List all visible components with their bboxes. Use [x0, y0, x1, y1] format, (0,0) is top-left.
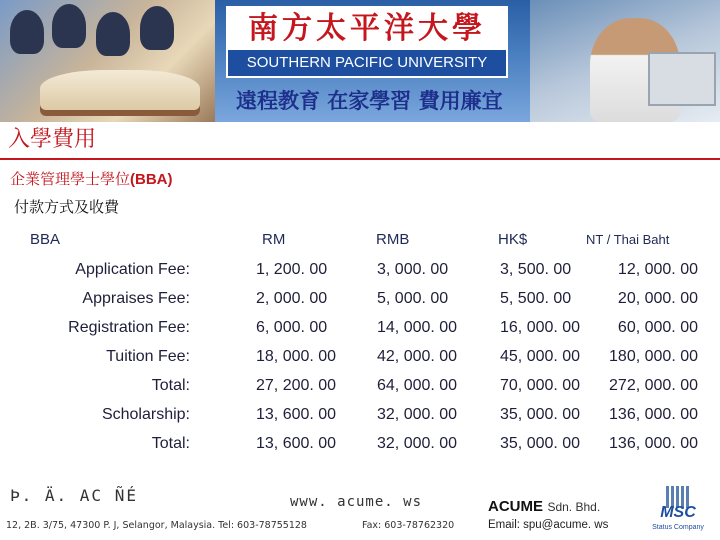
graduate-figure: [96, 12, 130, 56]
hkd-value: 16, 000. 00: [500, 319, 581, 336]
logo-english-name: SOUTHERN PACIFIC UNIVERSITY: [228, 50, 506, 76]
header-banner: [0, 0, 720, 122]
hkd-value: 45, 000. 00: [500, 348, 581, 365]
rm-value: 2, 000. 00: [256, 290, 328, 307]
msc-status-logo: [650, 486, 706, 536]
msc-logo-status: Status Company: [652, 524, 704, 531]
logo-chinese-name: 南方太平洋大學: [228, 8, 506, 50]
column-header: RM: [262, 231, 286, 248]
program-title: [10, 168, 173, 191]
rmb-value: 32, 000. 00: [377, 406, 458, 423]
rm-value: 13, 600. 00: [256, 406, 337, 423]
graduates-photo: [0, 0, 215, 122]
column-header: HK$: [498, 231, 528, 248]
msc-logo-word: MSC: [660, 504, 696, 521]
table-row: [0, 430, 720, 458]
graduate-figure: [52, 4, 86, 48]
company-suffix: Sdn. Bhd.: [547, 500, 601, 514]
hkd-value: 5, 500. 00: [500, 290, 572, 307]
table-row: [0, 372, 720, 400]
rm-value: 1, 200. 00: [256, 261, 328, 278]
website-link[interactable]: www. acume. ws: [290, 494, 423, 510]
column-header: NT / Thai Baht: [586, 232, 670, 247]
rmb-value: 42, 000. 00: [377, 348, 458, 365]
row-label: Total:: [151, 377, 190, 394]
table-row: [0, 285, 720, 313]
row-label: Tuition Fee:: [106, 348, 190, 365]
nt-value: 180, 000. 00: [609, 348, 698, 365]
hkd-value: 35, 000. 00: [500, 435, 581, 452]
graduate-figure: [140, 6, 174, 50]
rmb-value: 14, 000. 00: [377, 319, 458, 336]
open-book-image: [40, 70, 200, 116]
rm-value: 18, 000. 00: [256, 348, 337, 365]
footer-fax: Fax: 603-78762320: [362, 520, 455, 531]
footer-address: 12, 2B. 3/75, 47300 P. J, Selangor, Malaysia. Tel: 603-78755128: [6, 520, 307, 531]
table-row: [0, 401, 720, 429]
company-name: [488, 498, 600, 516]
footer-garbled-text: Þ. Ä. AC ÑÉ: [10, 486, 138, 505]
rmb-value: 3, 000. 00: [377, 261, 449, 278]
banner-slogan: 遠程教育 在家學習 費用廉宜: [236, 88, 503, 113]
hkd-value: 3, 500. 00: [500, 261, 572, 278]
program-name: 企業管理學士學位: [10, 170, 131, 188]
rm-value: 27, 200. 00: [256, 377, 337, 394]
row-label: Total:: [151, 435, 190, 452]
table-row: [0, 314, 720, 342]
rm-value: 6, 000. 00: [256, 319, 328, 336]
row-label: Registration Fee:: [68, 319, 190, 336]
university-logo: [226, 6, 508, 78]
nt-value: 60, 000. 00: [617, 319, 698, 336]
table-row: [0, 256, 720, 284]
graduate-figure: [10, 10, 44, 54]
payment-heading: 付款方式及收費: [14, 198, 120, 216]
contact-email[interactable]: Email: spu@acume. ws: [488, 519, 609, 531]
table-row: [0, 343, 720, 371]
nt-value: 20, 000. 00: [617, 290, 698, 307]
hkd-value: 35, 000. 00: [500, 406, 581, 423]
program-code: (BBA): [130, 171, 173, 188]
row-label: Appraises Fee:: [82, 290, 190, 307]
nt-value: 136, 000. 00: [609, 435, 698, 452]
rmb-value: 5, 000. 00: [377, 290, 449, 307]
page-title: 入學費用: [8, 127, 97, 152]
nt-value: 136, 000. 00: [609, 406, 698, 423]
hkd-value: 70, 000. 00: [500, 377, 581, 394]
column-header: RMB: [376, 231, 410, 248]
nt-value: 12, 000. 00: [617, 261, 698, 278]
student-photo: [530, 0, 720, 122]
rmb-value: 32, 000. 00: [377, 435, 458, 452]
table-header-row: [0, 226, 720, 254]
column-header: BBA: [30, 231, 61, 248]
computer-monitor-image: [648, 52, 716, 106]
title-divider: [0, 158, 720, 160]
row-label: Scholarship:: [101, 406, 190, 423]
rm-value: 13, 600. 00: [256, 435, 337, 452]
row-label: Application Fee:: [75, 261, 190, 278]
nt-value: 272, 000. 00: [609, 377, 698, 394]
company-brand: ACUME: [488, 498, 543, 515]
rmb-value: 64, 000. 00: [377, 377, 458, 394]
